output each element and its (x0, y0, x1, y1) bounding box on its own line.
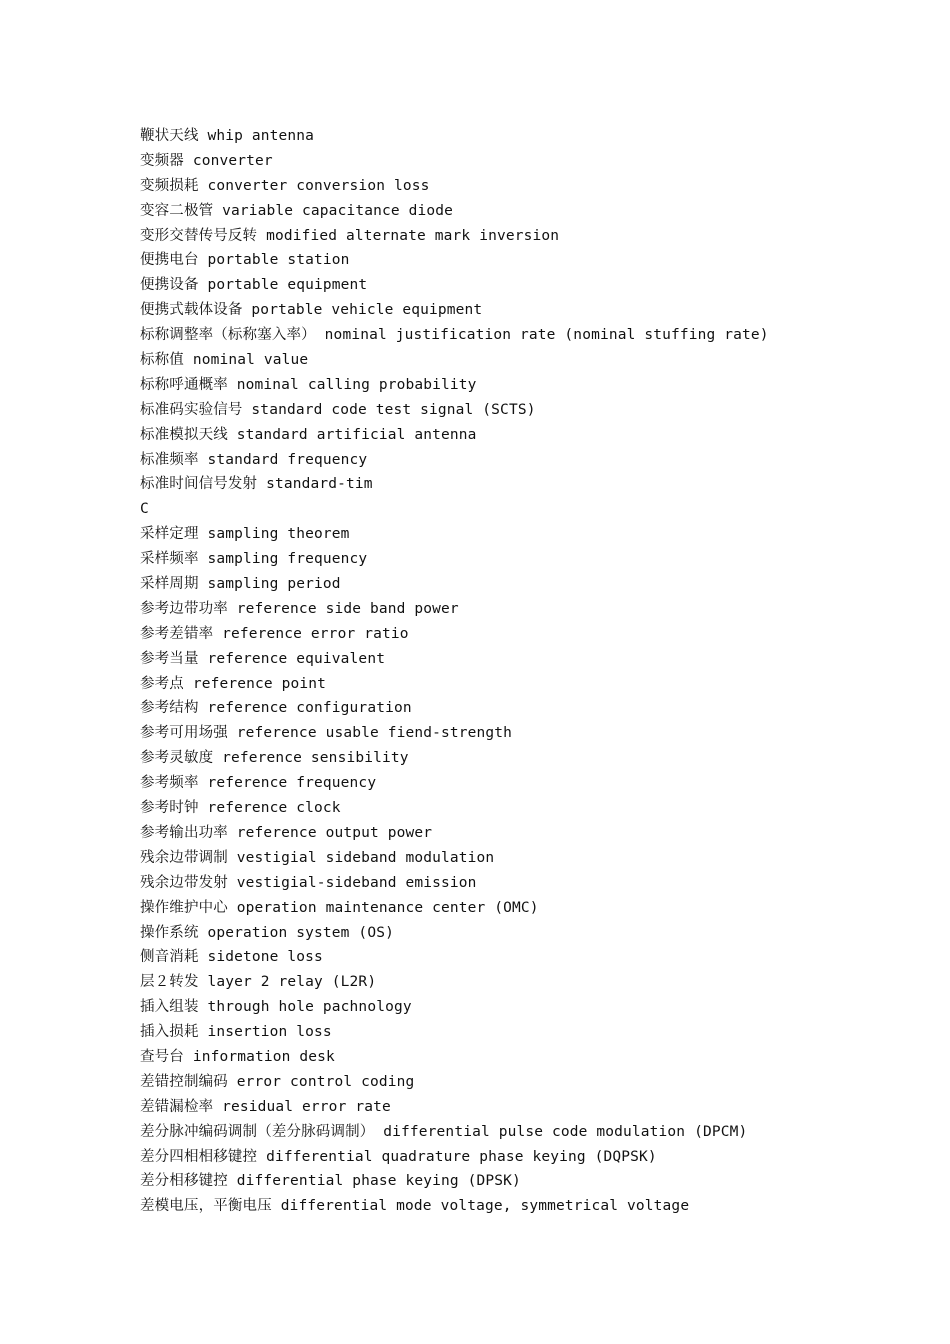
glossary-entry: 残余边带发射 vestigial-sideband emission (140, 874, 477, 891)
glossary-entry: 操作系统 operation system (OS) (140, 924, 394, 941)
glossary-entry: 侧音消耗 sidetone loss (140, 949, 323, 966)
glossary-entry: 变频器 converter (140, 152, 273, 169)
glossary-entry: 参考时钟 reference clock (140, 800, 341, 817)
glossary-entry: 变形交替传号反转 modified alternate mark inversion (140, 227, 560, 244)
glossary-entry: 参考灵敏度 reference sensibility (140, 750, 409, 767)
glossary-entry: 插入损耗 insertion loss (140, 1024, 332, 1041)
glossary-entry: 查号台 information desk (140, 1048, 335, 1065)
glossary-entry: 标准码实验信号 standard code test signal (SCTS) (140, 401, 536, 418)
glossary-entry: 参考点 reference point (140, 675, 327, 692)
glossary-entry: 参考差错率 reference error ratio (140, 625, 409, 642)
glossary-entry: 采样频率 sampling frequency (140, 551, 368, 568)
glossary-entry: 标准模拟天线 standard artificial antenna (140, 426, 477, 443)
glossary-entry: 差分四相相移键控 differential quadrature phase keying (DQPSK) (140, 1148, 657, 1165)
glossary-entry: 便携式载体设备 portable vehicle equipment (140, 302, 483, 319)
glossary-entry: 差错漏检率 residual error rate (140, 1098, 391, 1115)
glossary-entry: 标称调整率（标称塞入率） nominal justification rate (nominal stuffing rate) (140, 327, 769, 344)
glossary-entry: 参考边带功率 reference side band power (140, 600, 459, 617)
glossary-entry: 标称值 nominal value (140, 352, 309, 369)
glossary-entry: 标准时间信号发射 standard-tim (140, 476, 373, 493)
glossary-entry: 参考输出功率 reference output power (140, 824, 433, 841)
glossary-entry: 采样定理 sampling theorem (140, 526, 350, 543)
glossary-entry: 采样周期 sampling period (140, 576, 341, 593)
glossary-entry: 层２转发 layer 2 relay (L2R) (140, 974, 377, 991)
glossary-entry: 便携设备 portable equipment (140, 277, 368, 294)
glossary-entry: C (140, 501, 149, 518)
glossary-entry: 差错控制编码 error control coding (140, 1073, 415, 1090)
glossary-entry: 鞭状天线 whip antenna (140, 128, 315, 144)
glossary-entry: 变频损耗 converter conversion loss (140, 177, 430, 194)
glossary-entry: 参考频率 reference frequency (140, 775, 377, 792)
glossary-list (140, 124, 920, 1219)
glossary-entry: 插入组装 through hole pachnology (140, 999, 412, 1016)
glossary-entry: 标准频率 standard frequency (140, 451, 368, 468)
glossary-entry: 操作维护中心 operation maintenance center (OMC) (140, 899, 539, 916)
glossary-entry: 便携电台 portable station (140, 252, 350, 269)
glossary-entry: 差模电压，平衡电压 differential mode voltage, symmetrical voltage (140, 1198, 690, 1215)
glossary-entry: 标称呼通概率 nominal calling probability (140, 376, 477, 393)
glossary-entry: 参考结构 reference configuration (140, 700, 412, 717)
glossary-entry: 参考可用场强 reference usable fiend-strength (140, 725, 513, 742)
glossary-entry: 差分相移键控 differential phase keying (DPSK) (140, 1173, 521, 1190)
glossary-entry: 参考当量 reference equivalent (140, 650, 386, 667)
glossary-entry: 变容二极管 variable capacitance diode (140, 202, 454, 219)
glossary-entry: 残余边带调制 vestigial sideband modulation (140, 849, 495, 866)
glossary-entry: 差分脉冲编码调制（差分脉码调制） differential pulse code modulation (DPCM) (140, 1123, 748, 1140)
